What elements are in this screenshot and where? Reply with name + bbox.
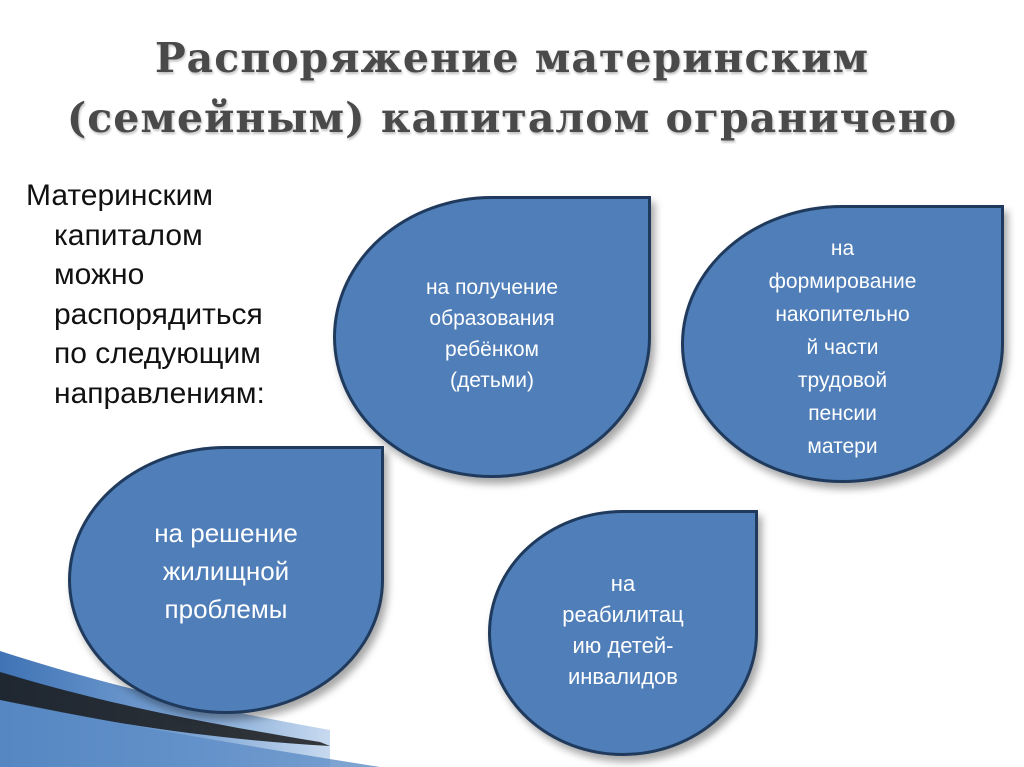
intro-line-3: можно xyxy=(54,258,145,291)
direction-pension-text xyxy=(769,232,917,463)
direction-text-line: реабилитац xyxy=(562,602,684,627)
direction-text-line: ию детей- xyxy=(572,633,674,658)
intro-line-4: распорядиться xyxy=(54,297,263,331)
direction-text-line: жилищной xyxy=(162,556,290,586)
direction-text-line: инвалидов xyxy=(567,664,678,689)
direction-pension xyxy=(681,205,1004,483)
direction-text-line: на xyxy=(830,236,855,260)
intro-line-2: капиталом xyxy=(54,218,203,252)
direction-text-line: на получение xyxy=(425,276,559,299)
direction-text-line: накопительно xyxy=(775,302,910,326)
intro-text xyxy=(26,176,326,413)
direction-text-line: образования xyxy=(429,307,555,330)
intro-line-5: по следующим xyxy=(54,337,261,370)
intro-line-6: направлениям: xyxy=(54,376,265,410)
title-line-2: (семейным) капиталом ограничено xyxy=(66,94,958,142)
direction-rehabilitation-text xyxy=(562,568,683,692)
direction-text-line: пенсии xyxy=(808,401,877,425)
direction-housing-text xyxy=(154,514,298,628)
direction-text-line: матери xyxy=(807,434,878,458)
direction-text-line: (детьми) xyxy=(450,369,534,392)
direction-housing xyxy=(68,446,384,714)
direction-text-line: проблемы xyxy=(164,594,288,624)
direction-text-line: на решение xyxy=(154,518,298,548)
title-line-1: Распоряжение материнским xyxy=(154,34,870,82)
intro-line-1: Материнским xyxy=(26,179,213,212)
direction-education-text xyxy=(426,272,558,396)
direction-text-line: ребёнком xyxy=(445,338,539,361)
direction-education xyxy=(333,196,651,478)
direction-text-line: на xyxy=(610,571,636,596)
direction-text-line: формирование xyxy=(768,269,917,293)
direction-text-line: й части xyxy=(806,335,879,359)
direction-text-line: трудовой xyxy=(797,368,888,392)
direction-rehabilitation xyxy=(488,510,758,756)
page-title xyxy=(0,28,1024,148)
